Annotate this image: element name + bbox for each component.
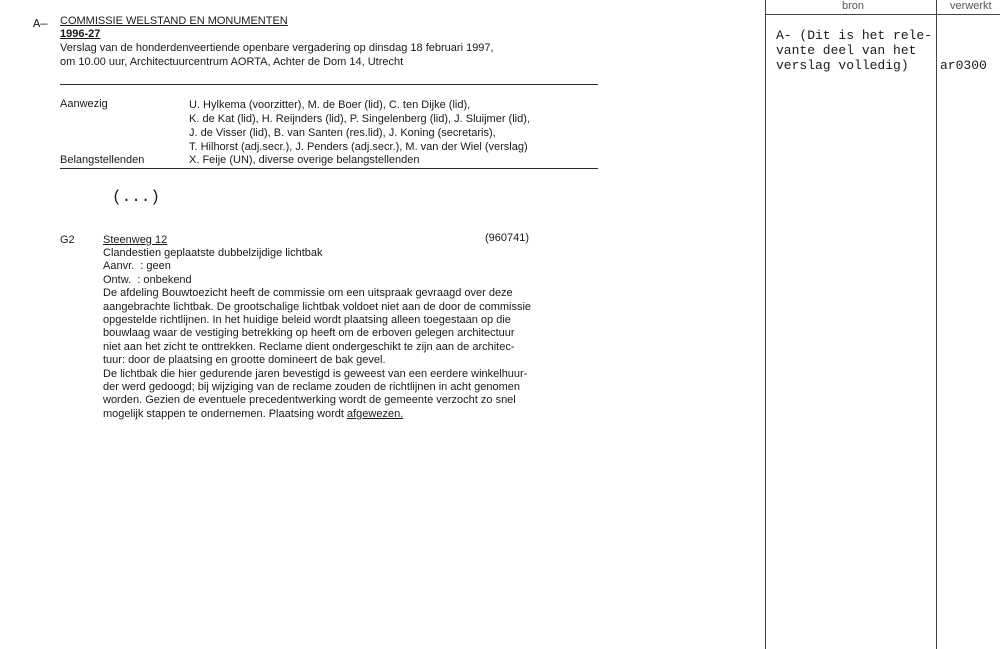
table-header-divider: [765, 14, 1000, 15]
bron-note-line: vante deel van het: [776, 43, 917, 58]
header-rule: [60, 84, 598, 85]
body-line: De afdeling Bouwtoezicht heeft de commissie om een uitspraak gevraagd over deze: [103, 287, 513, 300]
bron-column-right-border: [936, 0, 937, 649]
attendance-rule: [60, 168, 598, 169]
omission-marker: (...): [112, 188, 161, 206]
present-label: Aanwezig: [60, 98, 108, 110]
body-line: niet aan het zicht te onttrekken. Reclame dient ondergeschikt te zijn aan de architec-: [103, 340, 515, 353]
item-body: [103, 247, 531, 421]
stakeholders-label: Belangstellenden: [60, 154, 145, 166]
item-address: Steenweg 12: [103, 234, 168, 246]
present-line: J. de Visser (lid), B. van Santen (res.lid), J. Koning (secretaris),: [189, 127, 496, 139]
meeting-line-2: om 10.00 uur, Architectuurcentrum AORTA, Achter de Dom 14, Utrecht: [60, 56, 404, 68]
body-line: worden. Gezien de eventuele precedentwerking wordt de gemeente verzocht zo snel: [103, 394, 516, 407]
column-header-verwerkt: verwerkt: [950, 0, 992, 12]
body-last-line: [103, 408, 531, 421]
body-line: bouwlaag waar de vestiging betrekking op heeft om de erboven gelegen architectuur: [103, 327, 515, 340]
present-line: T. Hilhorst (adj.secr.), J. Penders (adj.secr.), M. van der Wiel (verslag): [189, 141, 528, 153]
body-line: opgestelde richtlijnen. In het huidige beleid wordt plaatsing alleen toegestaan op die: [103, 314, 511, 327]
committee-title: COMMISSIE WELSTAND EN MONUMENTEN: [60, 15, 288, 27]
item-designer: Ontw. : onbekend: [103, 273, 192, 286]
decision-text: afgewezen.: [346, 407, 404, 420]
column-header-bron: bron: [842, 0, 865, 12]
body-line: De lichtbak die hier gedurende jaren bevestigd is geweest van een eerdere winkelhuur-: [103, 367, 528, 380]
body-line: der werd gedoogd; bij wijziging van de reclame zouden de richtlijnen in acht genomen: [103, 381, 521, 394]
bron-column-left-border: [765, 0, 766, 649]
present-line: U. Hylkema (voorzitter), M. de Boer (lid), C. ten Dijke (lid),: [189, 99, 471, 111]
item-code: G2: [60, 234, 75, 246]
item-subject: Clandestien geplaatste dubbelzijdige lichtbak: [103, 247, 323, 259]
item-file-number: (960741): [485, 232, 530, 244]
body-last-line-text: mogelijk stappen te ondernemen. Plaatsing wordt: [103, 407, 347, 420]
archive-reference: ar0300: [940, 58, 987, 73]
bron-note: [776, 28, 932, 73]
present-names: [189, 98, 530, 154]
item-applicant: Aanvr. : geen: [103, 260, 171, 273]
header-prefix: A—: [33, 17, 48, 31]
meeting-line-1: Verslag van de honderdenveertiende openbare vergadering op dinsdag 18 februari 1997,: [60, 42, 494, 54]
bron-note-line: A- (Dit is het rele-: [776, 28, 933, 43]
body-line: aangebrachte lichtbak. De grootschalige lichtbak voldoet niet aan de door de commissie: [103, 300, 532, 313]
report-number: 1996-27: [60, 28, 101, 40]
bron-note-line: verslag volledig): [776, 58, 909, 73]
stakeholders-names: X. Feije (UN), diverse overige belangstellenden: [189, 154, 420, 166]
body-line: tuur: door de plaatsing en grootte domineert de bak gevel.: [103, 354, 386, 367]
present-line: K. de Kat (lid), H. Reijnders (lid), P. Singelenberg (lid), J. Sluijmer (lid),: [189, 113, 530, 125]
